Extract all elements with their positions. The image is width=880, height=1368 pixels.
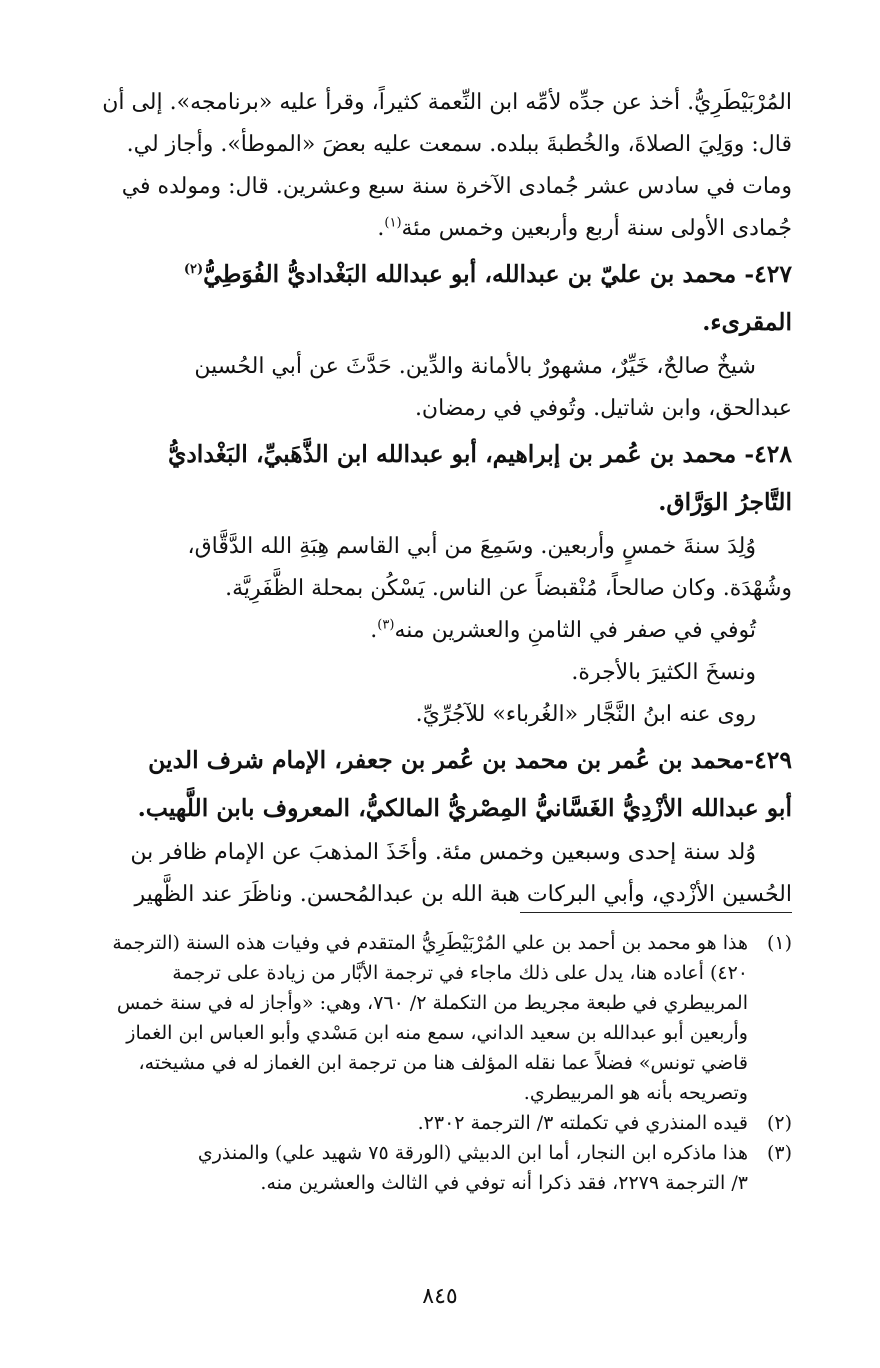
text-fragment: . bbox=[370, 618, 378, 643]
text-line: وُلد سنة إحدى وسبعين وخمس مئة. وأخَذَ المذهبَ عن الإمام ظافر بن bbox=[130, 840, 756, 865]
footnote bbox=[88, 1108, 792, 1138]
entry-heading-line: ٤٢٨- محمد بن عُمر بن إبراهيم، أبو عبدالله ابن الذَّهَبيِّ، البَغْداديُّ bbox=[167, 440, 792, 468]
entry-body-427 bbox=[88, 346, 792, 430]
entry-heading-429 bbox=[88, 736, 792, 832]
text-line: عبدالحق، وابن شاتيل. وتُوفي في رمضان. bbox=[414, 396, 792, 421]
footnotes bbox=[88, 928, 792, 1198]
entry-heading-line: المقرىء. bbox=[702, 308, 792, 336]
footnote-text bbox=[88, 1138, 748, 1198]
entry-heading-line: أبو عبدالله الأزْدِيُّ الغَسَّانيُّ المِصْريُّ المالكيُّ، المعروف بابن اللَّهيب. bbox=[137, 794, 792, 822]
footnote-line: هذا هو محمد بن أحمد بن علي المُرْبَيْطَرِيُّ المتقدم في وفيات هذه السنة (الترجمة bbox=[112, 932, 748, 954]
narration-note: روى عنه ابنُ النَّجَّار «الغُرباء» للآجُرِّيِّ. bbox=[415, 702, 756, 727]
text-line-last bbox=[88, 208, 792, 250]
text-line: المُرْبَيْطَرِيُّ. أخذ عن جدِّه لأمِّه ابن النِّعمة كثيراً، وقرأ عليه «برنامجه». إلى أن bbox=[102, 90, 792, 115]
text-fragment: . bbox=[377, 216, 385, 241]
entry-heading-line: التَّاجرُ الوَرَّاق. bbox=[658, 488, 792, 516]
footnote-line: وتصريحه بأنه هو المربيطري. bbox=[523, 1082, 748, 1104]
entry-body-429 bbox=[88, 832, 792, 916]
text-line: الحُسين الأزْدي، وأبي البركات هبة الله بن عبدالمُحسن. وناظَرَ عند الظَّهير bbox=[134, 882, 792, 907]
main-text bbox=[88, 82, 792, 916]
footnote-ref: (٢) bbox=[183, 262, 204, 278]
footnote-ref: (٣) bbox=[377, 617, 395, 633]
footnote-text bbox=[88, 1108, 748, 1138]
text-line: وشُهْدَة. وكان صالحاً، مُنْقبضاً عن الناس. يَسْكُن بمحلة الظَّفَرِيَّة. bbox=[225, 576, 792, 601]
entry-heading-line bbox=[88, 250, 792, 298]
text-line: وُلِدَ سنةَ خمسٍ وأربعين. وسَمِعَ من أبي القاسم هِبَةِ الله الدَّقَّاق، bbox=[187, 534, 756, 559]
text-line: قال: ووَلِيَ الصلاةَ، والخُطبةَ ببلده. سمعت عليه بعضَ «الموطأ». وأجاز لي. bbox=[126, 132, 792, 157]
footnote-line: ٤٢٠) أعاده هنا، يدل على ذلك ماجاء في ترجمة الأبَّار من زيادة على ترجمة bbox=[172, 962, 748, 984]
footnote-text bbox=[88, 928, 748, 1108]
text-line: شيخٌ صالحٌ، خَيِّرٌ، مشهورٌ بالأمانة والدِّين. حَدَّثَ عن أبي الحُسين bbox=[194, 354, 756, 379]
page-number: ٨٤٥ bbox=[422, 1284, 458, 1309]
entry-heading-line: ٤٢٩-محمد بن عُمر بن محمد بن عُمر بن جعفر، الإمام شرف الدين bbox=[148, 746, 792, 774]
text-fragment: تُوفي في صفر في الثامنِ والعشرين منه bbox=[394, 618, 756, 643]
footnote-line: وأربعين أبو عبدالله بن سعيد الداني، سمع منه ابن مَسْدي وأبو العباس ابن الغماز bbox=[126, 1022, 748, 1044]
text-fragment: جُمادى الأولى سنة أربع وأربعين وخمس مئة bbox=[401, 216, 792, 241]
footnote-ref: (١) bbox=[384, 215, 402, 231]
entry-heading-428 bbox=[88, 430, 792, 526]
footnote-line: ٣/ الترجمة ٢٢٧٩، فقد ذكرا أنه توفي في الثالث والعشرين منه. bbox=[260, 1172, 748, 1194]
copying-note: ونسخَ الكثيرَ بالأجرة. bbox=[571, 660, 756, 685]
footnote bbox=[88, 1138, 792, 1198]
death-note bbox=[88, 610, 792, 652]
footnote-line: قاضي تونس» فضلاً عما نقله المؤلف هنا من ترجمة ابن الغماز له في مشيخته، bbox=[138, 1052, 748, 1074]
footnote bbox=[88, 928, 792, 1108]
footnote-line: المربيطري في طبعة مجريط من التكملة ٢/ ٧٦٠، وهي: «وأجاز له في سنة خمس bbox=[116, 992, 748, 1014]
footnote-line: قيده المنذري في تكملته ٣/ الترجمة ٢٣٠٢. bbox=[417, 1112, 748, 1134]
footnote-number: (١) bbox=[766, 932, 792, 954]
entry-heading-text: ٤٢٧- محمد بن عليّ بن عبدالله، أبو عبدالله البَغْداديُّ الفُوَطِيُّ bbox=[203, 260, 792, 288]
footnote-line: هذا ماذكره ابن النجار، أما ابن الدبيثي (الورقة ٧٥ شهيد علي) والمنذري bbox=[197, 1142, 748, 1164]
footnote-number: (٣) bbox=[766, 1142, 792, 1164]
text-line: ومات في سادس عشر جُمادى الآخرة سنة سبع وعشرين. قال: ومولده في bbox=[121, 174, 792, 199]
entry-body-428 bbox=[88, 526, 792, 610]
paragraph-continuation bbox=[88, 82, 792, 250]
footnote-number: (٢) bbox=[766, 1112, 792, 1134]
entry-heading-427 bbox=[88, 250, 792, 346]
footnote-divider bbox=[520, 912, 792, 913]
